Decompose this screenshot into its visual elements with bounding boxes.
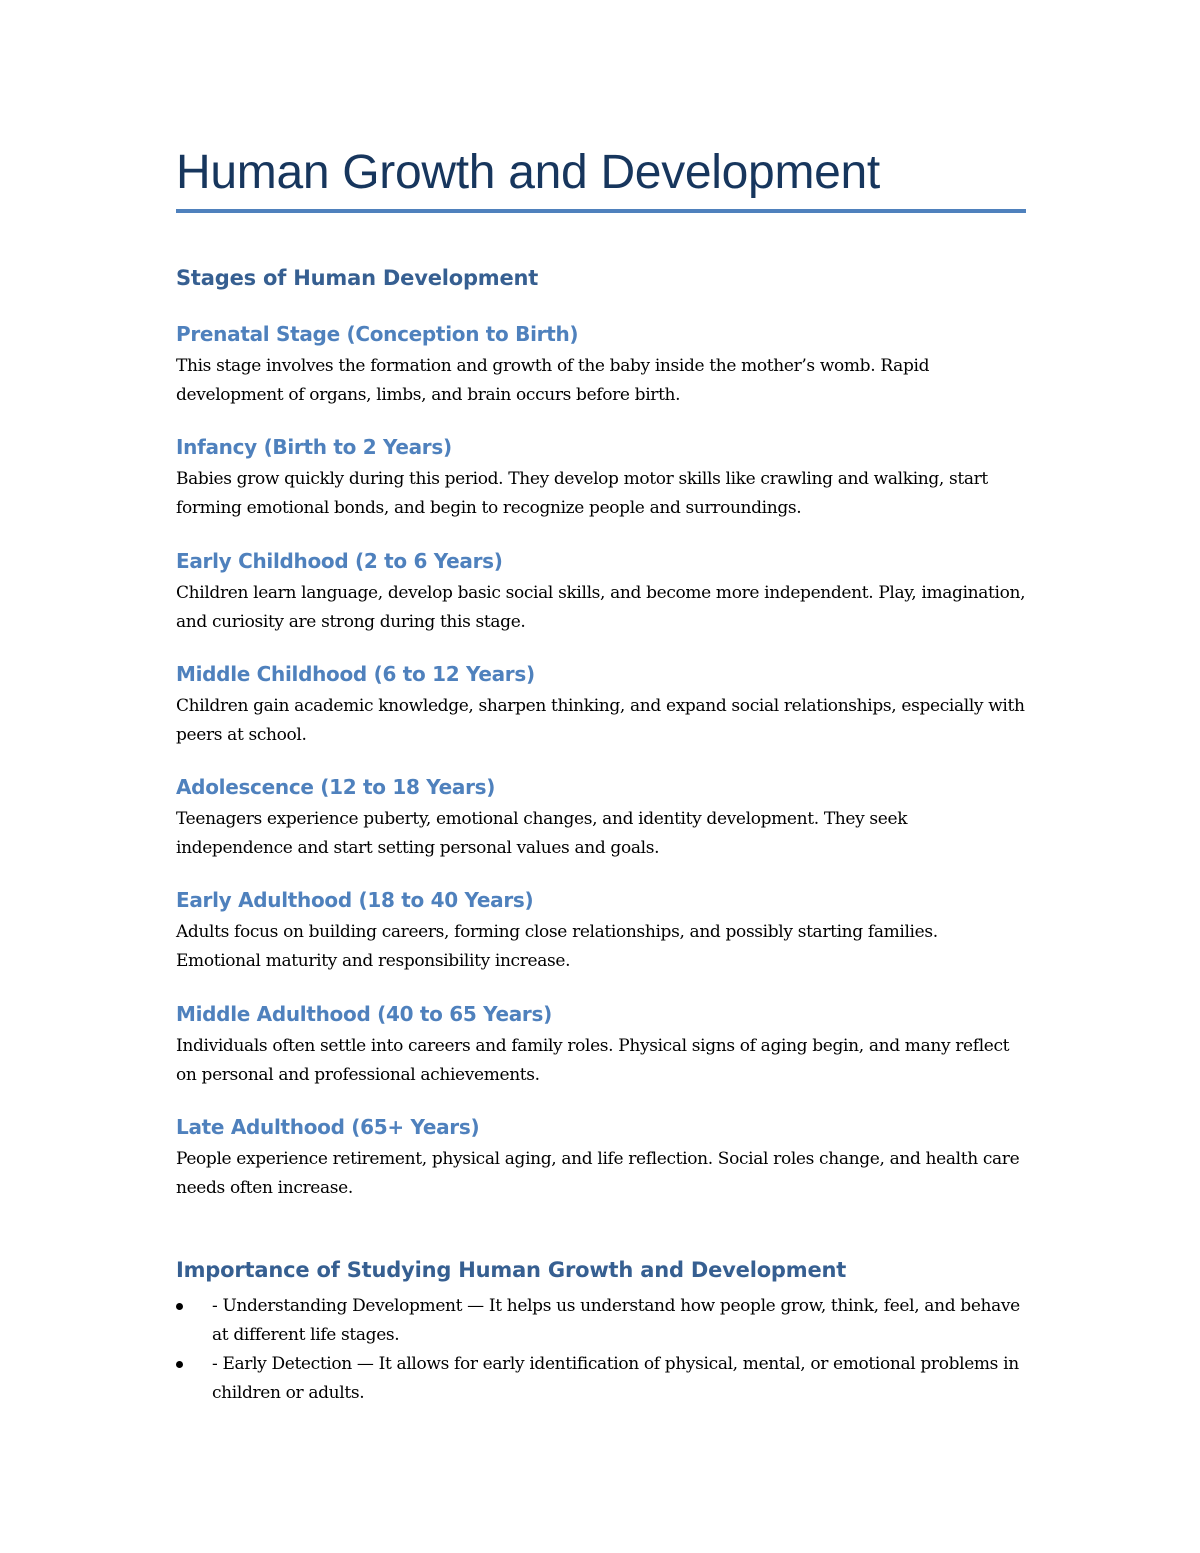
stage-description: This stage involves the formation and growth of the baby inside the mother’s womb. Rapid development of organs, limbs, and brain occurs before birth. — [176, 356, 930, 405]
stage-infancy — [176, 433, 1026, 523]
stage-early-adulthood — [176, 886, 1026, 976]
bullet-icon — [176, 1303, 183, 1310]
stage-heading: Late Adulthood (65+ Years) — [176, 1115, 480, 1139]
stage-adolescence — [176, 773, 1026, 863]
stage-heading: Early Adulthood (18 to 40 Years) — [176, 888, 534, 912]
list-item-text: - Early Detection — It allows for early identification of physical, mental, or emotional problems in children or adults. — [212, 1354, 1019, 1403]
importance-list — [176, 1292, 1026, 1408]
stage-description: Teenagers experience puberty, emotional changes, and identity development. They seek independence and start setting personal values and goals. — [176, 809, 908, 858]
stage-prenatal — [176, 320, 1026, 410]
stage-description: Babies grow quickly during this period. They develop motor skills like crawling and walking, start forming emotional bonds, and begin to recognize people and surroundings. — [176, 469, 988, 518]
stage-heading: Prenatal Stage (Conception to Birth) — [176, 322, 579, 346]
stage-heading: Early Childhood (2 to 6 Years) — [176, 549, 503, 573]
stage-description: Children gain academic knowledge, sharpen thinking, and expand social relationships, especially with peers at school. — [176, 696, 1025, 745]
stage-heading: Middle Adulthood (40 to 65 Years) — [176, 1002, 552, 1026]
stage-early-childhood — [176, 547, 1026, 637]
stage-description: People experience retirement, physical aging, and life reflection. Social roles change, and health care needs often increase. — [176, 1149, 1020, 1198]
list-item-text: - Understanding Development — It helps us understand how people grow, think, feel, and behave at different life stages. — [212, 1296, 1020, 1345]
document-page — [176, 0, 1026, 1553]
document-title: Human Growth and Development — [176, 146, 880, 199]
stage-heading: Adolescence (12 to 18 Years) — [176, 775, 496, 799]
list-item — [176, 1292, 1026, 1350]
stage-description: Children learn language, develop basic social skills, and become more independent. Play, imagination, and curiosity are strong during this stage. — [176, 583, 1026, 632]
stage-middle-childhood — [176, 660, 1026, 750]
stage-heading: Middle Childhood (6 to 12 Years) — [176, 662, 535, 686]
stage-late-adulthood — [176, 1113, 1026, 1203]
stage-middle-adulthood — [176, 1000, 1026, 1090]
bullet-icon — [176, 1361, 183, 1368]
stage-heading: Infancy (Birth to 2 Years) — [176, 435, 452, 459]
list-item — [176, 1350, 1026, 1408]
title-underline — [176, 209, 1026, 213]
stage-description: Adults focus on building careers, forming close relationships, and possibly starting families. Emotional maturity and responsibility increase. — [176, 922, 938, 971]
section-heading-stages: Stages of Human Development — [176, 266, 539, 290]
section-heading-importance: Importance of Studying Human Growth and Development — [176, 1258, 847, 1282]
stage-description: Individuals often settle into careers and family roles. Physical signs of aging begin, and many reflect on personal and professional achievements. — [176, 1036, 1010, 1085]
